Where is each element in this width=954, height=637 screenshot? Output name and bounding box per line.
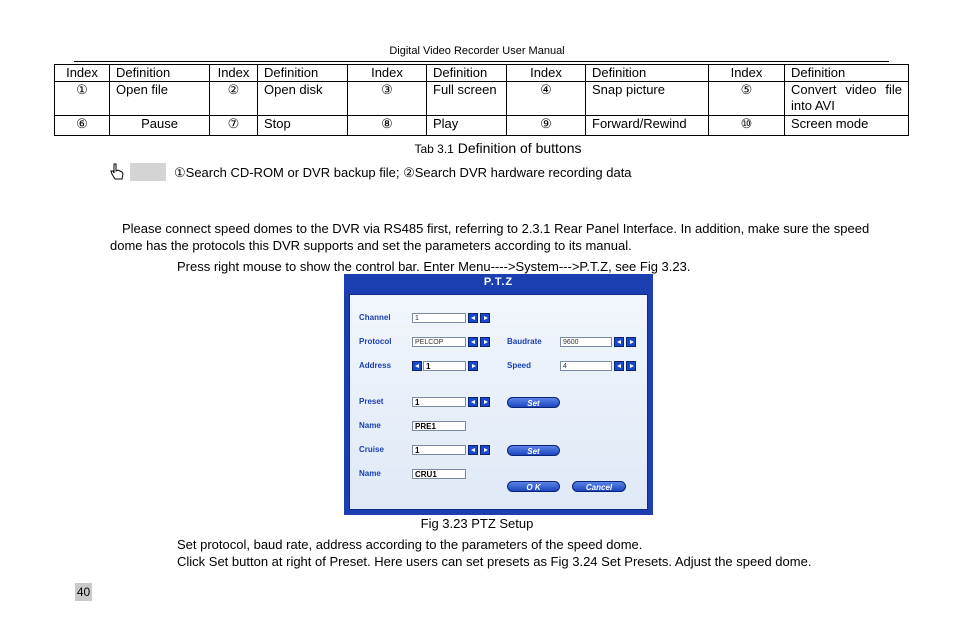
table-cell: ⑧ xyxy=(348,116,427,136)
preset-name-field[interactable]: PRE1 xyxy=(412,421,466,431)
table-caption xyxy=(0,140,954,156)
cruise-field[interactable]: 1 xyxy=(412,445,466,455)
paragraph: Please connect speed domes to the DVR via RS485 first, referring to 2.3.1 Rear Panel Interface. In addition, make sure the speed dome has the protocols this DVR supports and set the parameters according to its manual. xyxy=(110,221,870,253)
arrow-left-icon[interactable] xyxy=(614,361,624,371)
table-cell: ⑤ xyxy=(709,82,785,116)
channel-label: Channel xyxy=(359,313,391,322)
table-cell: ① xyxy=(55,82,110,116)
table-cell: Full screen xyxy=(427,82,507,116)
speed-label: Speed xyxy=(507,361,532,370)
preset-set-button[interactable]: Set xyxy=(507,397,560,408)
button-definition-table xyxy=(54,64,909,136)
baudrate-label: Baudrate xyxy=(507,337,542,346)
table-header: Definition xyxy=(258,65,348,82)
table-header: Index xyxy=(348,65,427,82)
header-rule xyxy=(74,61,889,62)
table-header: Index xyxy=(55,65,110,82)
arrow-left-icon[interactable] xyxy=(468,397,478,407)
table-cell: ④ xyxy=(507,82,586,116)
table-row xyxy=(55,82,909,116)
arrow-left-icon[interactable] xyxy=(412,361,422,371)
table-cell: Screen mode xyxy=(785,116,909,136)
arrow-left-icon[interactable] xyxy=(468,337,478,347)
table-cell: ② xyxy=(210,82,258,116)
cancel-button[interactable]: Cancel xyxy=(572,481,626,492)
arrow-left-icon[interactable] xyxy=(468,445,478,455)
speed-field[interactable]: 4 xyxy=(560,361,612,371)
search-note: ①Search CD-ROM or DVR backup file; ②Search DVR hardware recording data xyxy=(174,165,632,180)
address-label: Address xyxy=(359,361,392,370)
table-cell: ⑥ xyxy=(55,116,110,136)
paragraph: Click Set button at right of Preset. Here users can set presets as Fig 3.24 Set Presets. Adjust the speed dome. xyxy=(177,554,812,569)
hand-pointer-icon xyxy=(109,163,125,181)
channel-field[interactable]: 1 xyxy=(412,313,466,323)
table-caption-text: Definition of buttons xyxy=(453,140,582,156)
table-caption-prefix: Tab 3.1 xyxy=(414,142,454,156)
table-cell: Snap picture xyxy=(586,82,709,116)
cruise-label: Cruise xyxy=(359,445,384,454)
arrow-left-icon[interactable] xyxy=(614,337,624,347)
table-header: Definition xyxy=(110,65,210,82)
table-cell: Open file xyxy=(110,82,210,116)
ptz-dialog-screenshot xyxy=(344,274,653,515)
arrow-right-icon[interactable] xyxy=(480,397,490,407)
paragraph: Set protocol, baud rate, address according to the parameters of the speed dome. xyxy=(177,537,643,552)
protocol-label: Protocol xyxy=(359,337,392,346)
protocol-field[interactable]: PELCOP xyxy=(412,337,466,347)
arrow-right-icon[interactable] xyxy=(626,361,636,371)
preset-name-label: Name xyxy=(359,421,381,430)
arrow-right-icon[interactable] xyxy=(480,313,490,323)
table-row xyxy=(55,116,909,136)
table-header: Definition xyxy=(427,65,507,82)
arrow-right-icon[interactable] xyxy=(626,337,636,347)
table-cell: Convert video file into AVI xyxy=(785,82,909,116)
table-cell: ⑨ xyxy=(507,116,586,136)
ptz-dialog-body xyxy=(349,294,648,510)
cruise-set-button[interactable]: Set xyxy=(507,445,560,456)
table-cell: ⑩ xyxy=(709,116,785,136)
baudrate-field[interactable]: 9600 xyxy=(560,337,612,347)
ok-button[interactable]: O K xyxy=(507,481,560,492)
table-header: Index xyxy=(709,65,785,82)
search-button-image xyxy=(130,163,166,181)
table-cell: Open disk xyxy=(258,82,348,116)
preset-field[interactable]: 1 xyxy=(412,397,466,407)
preset-label: Preset xyxy=(359,397,384,406)
table-cell: ③ xyxy=(348,82,427,116)
paragraph: Press right mouse to show the control bar. Enter Menu---->System--->P.T.Z, see Fig 3.23. xyxy=(177,259,691,274)
cruise-name-field[interactable]: CRU1 xyxy=(412,469,466,479)
table-cell: Play xyxy=(427,116,507,136)
table-header: Definition xyxy=(586,65,709,82)
page-number: 40 xyxy=(76,585,91,599)
ptz-dialog-title: P.T.Z xyxy=(483,276,514,288)
table-header: Index xyxy=(507,65,586,82)
table-cell: ⑦ xyxy=(210,116,258,136)
header-title: Digital Video Recorder User Manual xyxy=(389,45,565,57)
table-header: Definition xyxy=(785,65,909,82)
address-field[interactable]: 1 xyxy=(423,361,466,371)
table-cell: Pause xyxy=(110,116,210,136)
arrow-right-icon[interactable] xyxy=(468,361,478,371)
table-cell: Stop xyxy=(258,116,348,136)
cruise-name-label: Name xyxy=(359,469,381,478)
arrow-left-icon[interactable] xyxy=(468,313,478,323)
table-header: Index xyxy=(210,65,258,82)
figure-caption: Fig 3.23 PTZ Setup xyxy=(420,516,534,531)
table-cell: Forward/Rewind xyxy=(586,116,709,136)
arrow-right-icon[interactable] xyxy=(480,445,490,455)
arrow-right-icon[interactable] xyxy=(480,337,490,347)
table-header-row xyxy=(55,65,909,82)
